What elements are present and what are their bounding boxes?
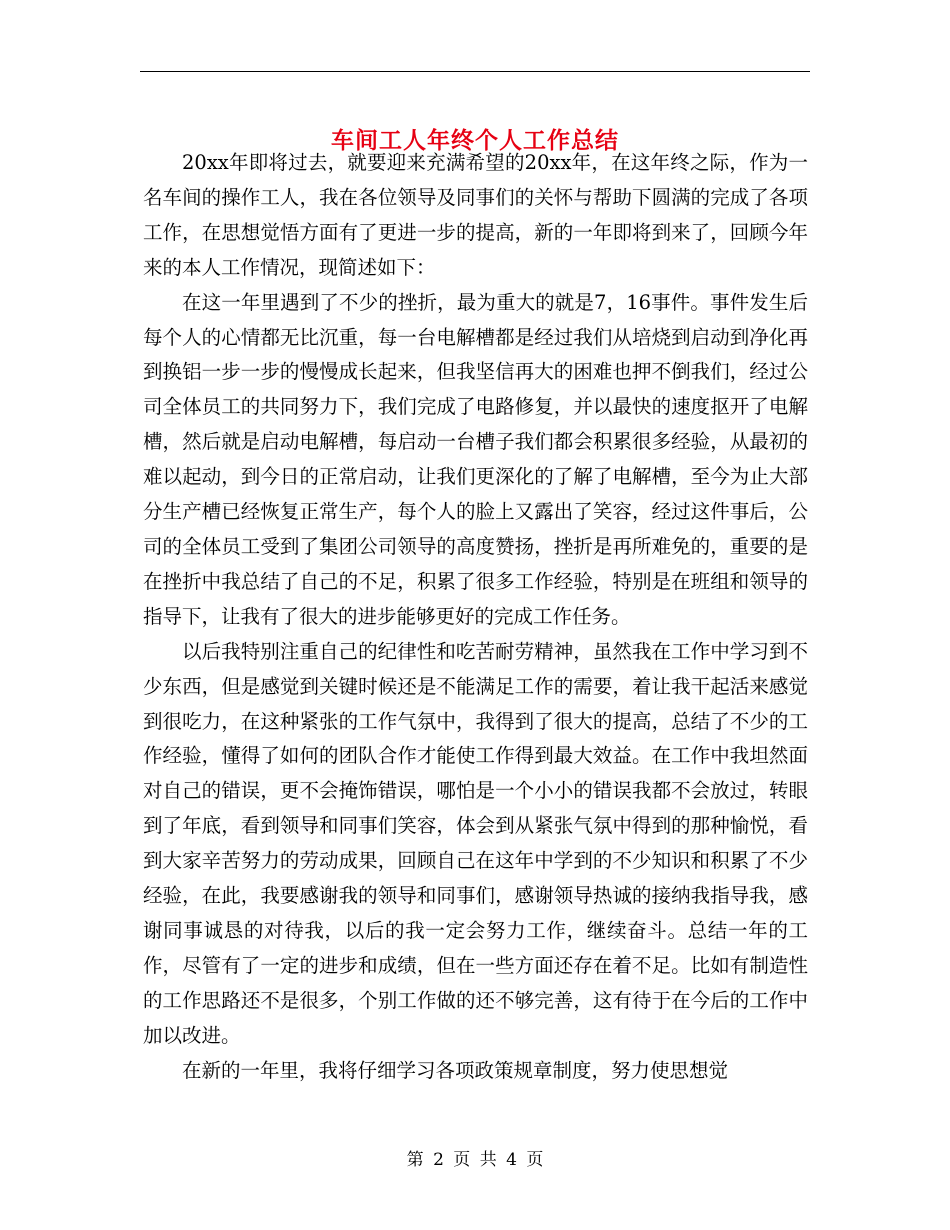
document-body [143, 146, 808, 1088]
paragraph-intro: 20xx年即将过去，就要迎来充满希望的20xx年，在这年终之际，作为一名车间的操作工人，我在各位领导及同事们的关怀与帮助下圆满的完成了各项工作，在思想觉悟方面有了更进一步的提高，新的一年即将到来了，回顾今年来的本人工作情况，现简述如下： [143, 151, 808, 279]
paragraph-discipline: 以后我特别注重自己的纪律性和吃苦耐劳精神，虽然我在工作中学习到不少东西，但是感觉到关键时候还是不能满足工作的需要，着让我干起活来感觉到很吃力，在这种紧张的工作气氛中，我得到了很大的提高，总结了不少的工作经验，懂得了如何的团队合作才能使工作得到最大效益。在工作中我坦然面对自己的错误，更不会掩饰错误，哪怕是一个小小的错误我都不会放过，转眼到了年底，看到领导和同事们笑容，体会到从紧张气氛中得到的那种愉悦，看到大家辛苦努力的劳动成果，回顾自己在这年中学到的不少知识和积累了不少经验，在此，我要感谢我的领导和同事们，感谢领导热诚的接纳我指导我，感谢同事诚恳的对待我，以后的我一定会努力工作，继续奋斗。总结一年的工作，尽管有了一定的进步和成绩，但在一些方面还存在着不足。比如有制造性的工作思路还不是很多，个别工作做的还不够完善，这有待于在今后的工作中加以改进。 [143, 639, 808, 1047]
paragraph-new-year: 在新的一年里，我将仔细学习各项政策规章制度，努力使思想觉 [182, 1058, 729, 1082]
page-number-footer: 第 2 页 共 4 页 [406, 1150, 544, 1170]
header-rule [140, 71, 810, 72]
paragraph-setbacks: 在这一年里遇到了不少的挫折，最为重大的就是7，16事件。事件发生后每个人的心情都无比沉重，每一台电解槽都是经过我们从培烧到启动到净化再到换铝一步一步的慢慢成长起来，但我坚信再大的困难也押不倒我们，经过公司全体员工的共同努力下，我们完成了电路修复，并以最快的速度抠开了电解槽，然后就是启动电解槽，每启动一台槽子我们都会积累很多经验，从最初的难以起动，到今日的正常启动，让我们更深化的了解了电解槽，至今为止大部分生产槽已经恢复正常生产，每个人的脸上又露出了笑容，经过这件事后，公司的全体员工受到了集团公司领导的高度赞扬，挫折是再所难免的，重要的是在挫折中我总结了自己的不足，积累了很多工作经验，特别是在班组和领导的指导下，让我有了很大的进步能够更好的完成工作任务。 [143, 290, 808, 628]
document-title: 车间工人年终个人工作总结 [331, 127, 619, 155]
